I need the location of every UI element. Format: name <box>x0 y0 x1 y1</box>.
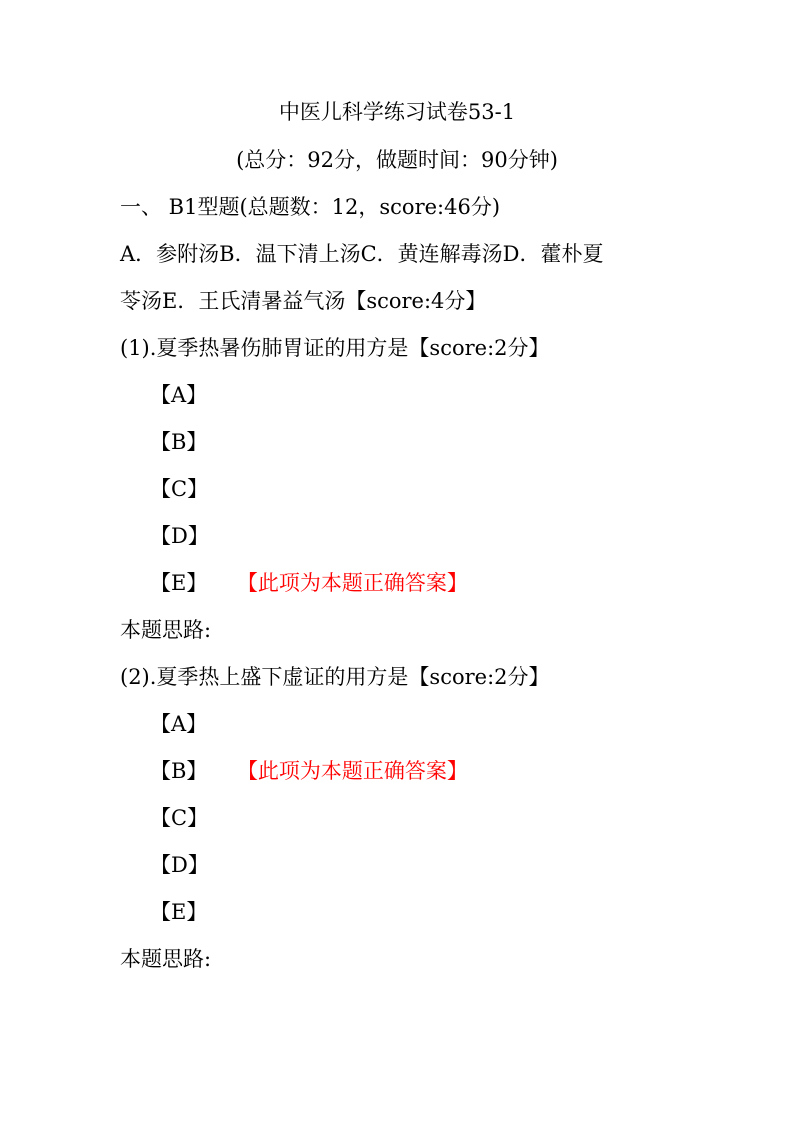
question-1-option-e: 【E】 <box>150 571 208 595</box>
section-heading: 一、 B1型题(总题数：12，score:46分) <box>120 195 501 219</box>
question-2-option-a: 【A】 <box>150 712 208 736</box>
question-2-option-b-row <box>150 757 468 785</box>
question-1-option-c: 【C】 <box>150 477 209 501</box>
question-1-option-d: 【D】 <box>150 524 209 548</box>
correct-answer-marker: 【此项为本题正确答案】 <box>247 759 468 783</box>
question-2-option-b: 【B】 <box>150 759 208 783</box>
question-1-option-e-row <box>150 569 468 597</box>
page-title: 中医儿科学练习试卷53-1 <box>278 100 516 124</box>
question-2-option-e: 【E】 <box>150 900 208 924</box>
shared-options-line-2: 苓汤E．王氏清暑益气汤【score:4分】 <box>120 289 487 313</box>
question-1-explanation-label: 本题思路: <box>120 618 212 642</box>
question-1-stem: (1).夏季热暑伤肺胃证的用方是【score:2分】 <box>120 336 550 360</box>
page-subtitle: (总分：92分，做题时间：90分钟) <box>236 148 558 172</box>
question-1-option-a: 【A】 <box>150 383 208 407</box>
question-2-explanation-label: 本题思路: <box>120 947 212 971</box>
question-1-option-b: 【B】 <box>150 430 208 454</box>
question-2-option-d: 【D】 <box>150 853 209 877</box>
question-2-stem: (2).夏季热上盛下虚证的用方是【score:2分】 <box>120 665 550 689</box>
shared-options-line-1: A．参附汤B．温下清上汤C．黄连解毒汤D．藿朴夏 <box>120 242 604 266</box>
question-2-option-c: 【C】 <box>150 806 209 830</box>
correct-answer-marker: 【此项为本题正确答案】 <box>247 571 468 595</box>
